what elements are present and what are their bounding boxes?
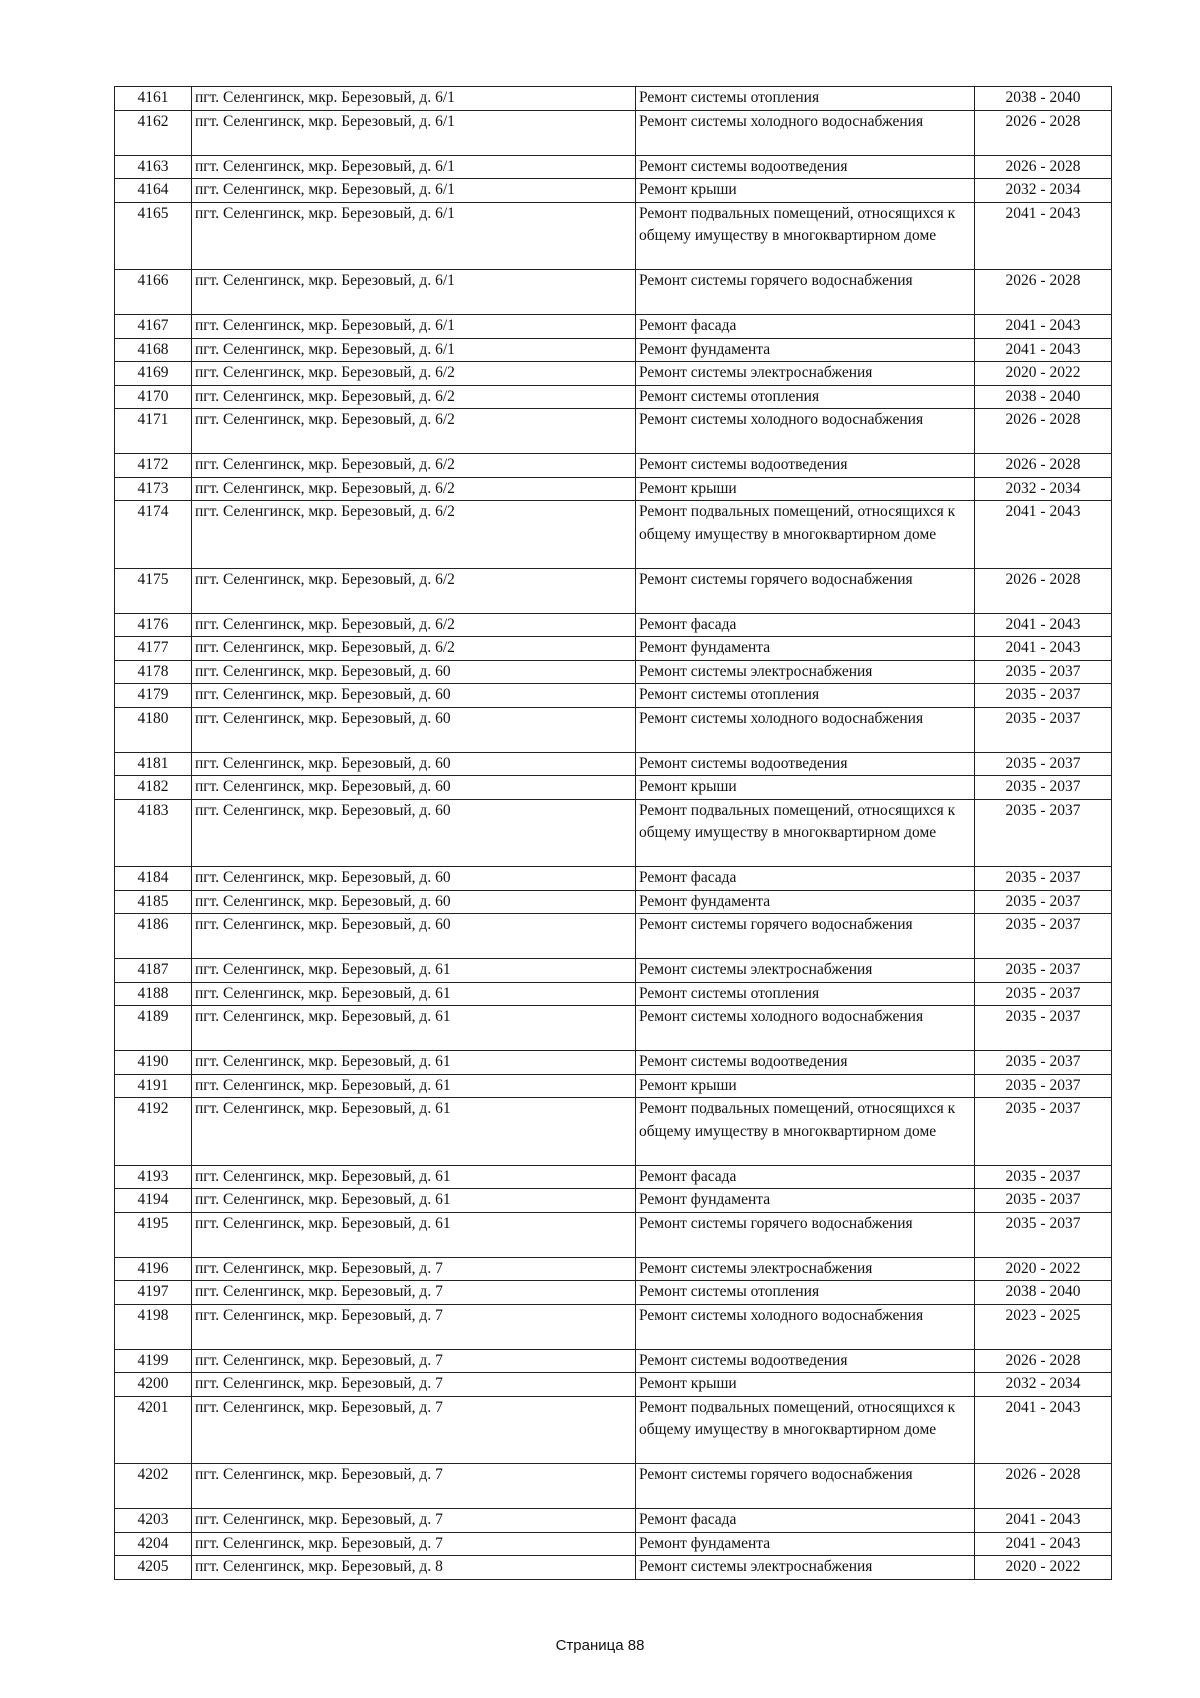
row-number: 4203 bbox=[115, 1509, 192, 1533]
table-row bbox=[115, 385, 1112, 409]
row-number: 4194 bbox=[115, 1189, 192, 1213]
row-number: 4166 bbox=[115, 270, 192, 315]
row-work-type: Ремонт системы водоотведения bbox=[636, 1051, 975, 1075]
table-row bbox=[115, 87, 1112, 111]
row-period: 2026 - 2028 bbox=[975, 454, 1112, 478]
table-row bbox=[115, 1074, 1112, 1098]
row-address: пгт. Селенгинск, мкр. Березовый, д. 7 bbox=[192, 1464, 636, 1509]
row-address: пгт. Селенгинск, мкр. Березовый, д. 7 bbox=[192, 1257, 636, 1281]
row-address: пгт. Селенгинск, мкр. Березовый, д. 60 bbox=[192, 799, 636, 867]
row-period: 2041 - 2043 bbox=[975, 501, 1112, 569]
row-period: 2026 - 2028 bbox=[975, 1464, 1112, 1509]
table-row bbox=[115, 1373, 1112, 1397]
row-period: 2026 - 2028 bbox=[975, 1349, 1112, 1373]
row-work-type: Ремонт фасада bbox=[636, 613, 975, 637]
table-row bbox=[115, 110, 1112, 155]
row-period: 2035 - 2037 bbox=[975, 1098, 1112, 1166]
row-number: 4177 bbox=[115, 637, 192, 661]
row-period: 2041 - 2043 bbox=[975, 1396, 1112, 1464]
row-number: 4167 bbox=[115, 315, 192, 339]
row-address: пгт. Селенгинск, мкр. Березовый, д. 61 bbox=[192, 1165, 636, 1189]
row-number: 4182 bbox=[115, 776, 192, 800]
row-work-type: Ремонт фасада bbox=[636, 867, 975, 891]
row-address: пгт. Селенгинск, мкр. Березовый, д. 60 bbox=[192, 776, 636, 800]
row-number: 4202 bbox=[115, 1464, 192, 1509]
table-row bbox=[115, 362, 1112, 386]
row-work-type: Ремонт крыши bbox=[636, 179, 975, 203]
row-address: пгт. Селенгинск, мкр. Березовый, д. 8 bbox=[192, 1556, 636, 1580]
row-address: пгт. Селенгинск, мкр. Березовый, д. 7 bbox=[192, 1373, 636, 1397]
table-row bbox=[115, 1556, 1112, 1580]
row-address: пгт. Селенгинск, мкр. Березовый, д. 6/2 bbox=[192, 362, 636, 386]
row-period: 2035 - 2037 bbox=[975, 684, 1112, 708]
row-period: 2035 - 2037 bbox=[975, 799, 1112, 867]
row-work-type: Ремонт фундамента bbox=[636, 1532, 975, 1556]
row-period: 2026 - 2028 bbox=[975, 110, 1112, 155]
row-address: пгт. Селенгинск, мкр. Березовый, д. 7 bbox=[192, 1509, 636, 1533]
row-work-type: Ремонт фундамента bbox=[636, 637, 975, 661]
table-row bbox=[115, 1189, 1112, 1213]
row-number: 4191 bbox=[115, 1074, 192, 1098]
row-number: 4193 bbox=[115, 1165, 192, 1189]
table-row bbox=[115, 477, 1112, 501]
row-number: 4176 bbox=[115, 613, 192, 637]
table-row bbox=[115, 707, 1112, 752]
row-number: 4171 bbox=[115, 409, 192, 454]
row-address: пгт. Селенгинск, мкр. Березовый, д. 6/1 bbox=[192, 315, 636, 339]
row-work-type: Ремонт системы электроснабжения bbox=[636, 1257, 975, 1281]
row-work-type: Ремонт системы водоотведения bbox=[636, 454, 975, 478]
row-work-type: Ремонт фасада bbox=[636, 315, 975, 339]
row-address: пгт. Селенгинск, мкр. Березовый, д. 6/1 bbox=[192, 110, 636, 155]
table-row bbox=[115, 1281, 1112, 1305]
table-row bbox=[115, 1304, 1112, 1349]
row-period: 2026 - 2028 bbox=[975, 270, 1112, 315]
table-row bbox=[115, 568, 1112, 613]
row-address: пгт. Селенгинск, мкр. Березовый, д. 6/1 bbox=[192, 270, 636, 315]
row-number: 4204 bbox=[115, 1532, 192, 1556]
table-row bbox=[115, 202, 1112, 270]
row-work-type: Ремонт системы водоотведения bbox=[636, 752, 975, 776]
table-row bbox=[115, 752, 1112, 776]
row-work-type: Ремонт фундамента bbox=[636, 1189, 975, 1213]
row-number: 4183 bbox=[115, 799, 192, 867]
row-work-type: Ремонт системы отопления bbox=[636, 684, 975, 708]
row-work-type: Ремонт фасада bbox=[636, 1165, 975, 1189]
row-period: 2035 - 2037 bbox=[975, 1212, 1112, 1257]
row-number: 4175 bbox=[115, 568, 192, 613]
row-period: 2026 - 2028 bbox=[975, 409, 1112, 454]
row-number: 4185 bbox=[115, 890, 192, 914]
row-number: 4174 bbox=[115, 501, 192, 569]
table-row bbox=[115, 1509, 1112, 1533]
row-address: пгт. Селенгинск, мкр. Березовый, д. 60 bbox=[192, 684, 636, 708]
row-period: 2035 - 2037 bbox=[975, 1051, 1112, 1075]
row-period: 2035 - 2037 bbox=[975, 890, 1112, 914]
row-work-type: Ремонт системы электроснабжения bbox=[636, 959, 975, 983]
table-row bbox=[115, 799, 1112, 867]
row-number: 4190 bbox=[115, 1051, 192, 1075]
row-work-type: Ремонт крыши bbox=[636, 477, 975, 501]
row-period: 2038 - 2040 bbox=[975, 87, 1112, 111]
row-work-type: Ремонт системы водоотведения bbox=[636, 1349, 975, 1373]
row-work-type: Ремонт фундамента bbox=[636, 890, 975, 914]
table-row bbox=[115, 982, 1112, 1006]
table-row bbox=[115, 1165, 1112, 1189]
row-address: пгт. Селенгинск, мкр. Березовый, д. 61 bbox=[192, 1006, 636, 1051]
row-work-type: Ремонт системы холодного водоснабжения bbox=[636, 1304, 975, 1349]
row-period: 2041 - 2043 bbox=[975, 338, 1112, 362]
row-number: 4200 bbox=[115, 1373, 192, 1397]
row-address: пгт. Селенгинск, мкр. Березовый, д. 61 bbox=[192, 1098, 636, 1166]
table-row bbox=[115, 1006, 1112, 1051]
row-address: пгт. Селенгинск, мкр. Березовый, д. 6/1 bbox=[192, 179, 636, 203]
table-row bbox=[115, 1349, 1112, 1373]
table-row bbox=[115, 1051, 1112, 1075]
table-row bbox=[115, 776, 1112, 800]
table-row bbox=[115, 155, 1112, 179]
row-period: 2026 - 2028 bbox=[975, 568, 1112, 613]
row-work-type: Ремонт системы электроснабжения bbox=[636, 1556, 975, 1580]
table-row bbox=[115, 270, 1112, 315]
row-period: 2020 - 2022 bbox=[975, 362, 1112, 386]
table-row bbox=[115, 660, 1112, 684]
row-number: 4198 bbox=[115, 1304, 192, 1349]
row-address: пгт. Селенгинск, мкр. Березовый, д. 60 bbox=[192, 660, 636, 684]
table-row bbox=[115, 338, 1112, 362]
table-body bbox=[115, 87, 1112, 1580]
row-address: пгт. Селенгинск, мкр. Березовый, д. 61 bbox=[192, 959, 636, 983]
row-number: 4168 bbox=[115, 338, 192, 362]
row-period: 2038 - 2040 bbox=[975, 1281, 1112, 1305]
row-period: 2035 - 2037 bbox=[975, 982, 1112, 1006]
row-period: 2035 - 2037 bbox=[975, 660, 1112, 684]
row-number: 4192 bbox=[115, 1098, 192, 1166]
row-address: пгт. Селенгинск, мкр. Березовый, д. 6/2 bbox=[192, 568, 636, 613]
row-period: 2026 - 2028 bbox=[975, 155, 1112, 179]
row-address: пгт. Селенгинск, мкр. Березовый, д. 61 bbox=[192, 1189, 636, 1213]
row-work-type: Ремонт системы отопления bbox=[636, 87, 975, 111]
table-row bbox=[115, 914, 1112, 959]
row-period: 2038 - 2040 bbox=[975, 385, 1112, 409]
row-work-type: Ремонт системы отопления bbox=[636, 1281, 975, 1305]
row-number: 4164 bbox=[115, 179, 192, 203]
row-address: пгт. Селенгинск, мкр. Березовый, д. 61 bbox=[192, 1051, 636, 1075]
table-row bbox=[115, 1098, 1112, 1166]
row-period: 2035 - 2037 bbox=[975, 776, 1112, 800]
row-number: 4179 bbox=[115, 684, 192, 708]
row-period: 2035 - 2037 bbox=[975, 707, 1112, 752]
row-address: пгт. Селенгинск, мкр. Березовый, д. 60 bbox=[192, 707, 636, 752]
row-number: 4184 bbox=[115, 867, 192, 891]
row-number: 4187 bbox=[115, 959, 192, 983]
row-number: 4201 bbox=[115, 1396, 192, 1464]
row-address: пгт. Селенгинск, мкр. Березовый, д. 6/1 bbox=[192, 87, 636, 111]
table-row bbox=[115, 1396, 1112, 1464]
row-number: 4181 bbox=[115, 752, 192, 776]
row-work-type: Ремонт системы холодного водоснабжения bbox=[636, 1006, 975, 1051]
table-row bbox=[115, 959, 1112, 983]
row-work-type: Ремонт подвальных помещений, относящихся к общему имуществу в многоквартирном доме bbox=[636, 202, 975, 270]
table-row bbox=[115, 501, 1112, 569]
row-period: 2035 - 2037 bbox=[975, 752, 1112, 776]
row-period: 2020 - 2022 bbox=[975, 1556, 1112, 1580]
row-work-type: Ремонт подвальных помещений, относящихся к общему имуществу в многоквартирном доме bbox=[636, 799, 975, 867]
row-number: 4189 bbox=[115, 1006, 192, 1051]
row-address: пгт. Селенгинск, мкр. Березовый, д. 6/1 bbox=[192, 202, 636, 270]
row-address: пгт. Селенгинск, мкр. Березовый, д. 6/2 bbox=[192, 454, 636, 478]
table-row bbox=[115, 637, 1112, 661]
row-work-type: Ремонт подвальных помещений, относящихся к общему имуществу в многоквартирном доме bbox=[636, 501, 975, 569]
row-work-type: Ремонт подвальных помещений, относящихся к общему имуществу в многоквартирном доме bbox=[636, 1396, 975, 1464]
row-number: 4199 bbox=[115, 1349, 192, 1373]
row-address: пгт. Селенгинск, мкр. Березовый, д. 61 bbox=[192, 982, 636, 1006]
row-number: 4178 bbox=[115, 660, 192, 684]
table-row bbox=[115, 1212, 1112, 1257]
row-address: пгт. Селенгинск, мкр. Березовый, д. 7 bbox=[192, 1396, 636, 1464]
table-row bbox=[115, 1257, 1112, 1281]
row-address: пгт. Селенгинск, мкр. Березовый, д. 60 bbox=[192, 867, 636, 891]
row-period: 2035 - 2037 bbox=[975, 1074, 1112, 1098]
row-address: пгт. Селенгинск, мкр. Березовый, д. 6/2 bbox=[192, 477, 636, 501]
row-number: 4162 bbox=[115, 110, 192, 155]
row-period: 2041 - 2043 bbox=[975, 1509, 1112, 1533]
table-row bbox=[115, 1464, 1112, 1509]
table-row bbox=[115, 454, 1112, 478]
row-period: 2041 - 2043 bbox=[975, 315, 1112, 339]
row-period: 2035 - 2037 bbox=[975, 867, 1112, 891]
table-row bbox=[115, 890, 1112, 914]
row-period: 2032 - 2034 bbox=[975, 179, 1112, 203]
row-number: 4197 bbox=[115, 1281, 192, 1305]
row-number: 4173 bbox=[115, 477, 192, 501]
row-period: 2020 - 2022 bbox=[975, 1257, 1112, 1281]
row-period: 2041 - 2043 bbox=[975, 1532, 1112, 1556]
row-number: 4169 bbox=[115, 362, 192, 386]
table-row bbox=[115, 867, 1112, 891]
row-work-type: Ремонт системы водоотведения bbox=[636, 155, 975, 179]
row-address: пгт. Селенгинск, мкр. Березовый, д. 7 bbox=[192, 1349, 636, 1373]
row-work-type: Ремонт системы холодного водоснабжения bbox=[636, 707, 975, 752]
row-work-type: Ремонт подвальных помещений, относящихся к общему имуществу в многоквартирном доме bbox=[636, 1098, 975, 1166]
row-work-type: Ремонт системы горячего водоснабжения bbox=[636, 914, 975, 959]
table-row bbox=[115, 179, 1112, 203]
row-address: пгт. Селенгинск, мкр. Березовый, д. 6/2 bbox=[192, 501, 636, 569]
row-address: пгт. Селенгинск, мкр. Березовый, д. 61 bbox=[192, 1074, 636, 1098]
row-period: 2035 - 2037 bbox=[975, 1165, 1112, 1189]
row-number: 4195 bbox=[115, 1212, 192, 1257]
row-work-type: Ремонт фундамента bbox=[636, 338, 975, 362]
row-work-type: Ремонт системы горячего водоснабжения bbox=[636, 270, 975, 315]
row-period: 2035 - 2037 bbox=[975, 914, 1112, 959]
row-period: 2032 - 2034 bbox=[975, 1373, 1112, 1397]
row-work-type: Ремонт системы горячего водоснабжения bbox=[636, 568, 975, 613]
row-address: пгт. Селенгинск, мкр. Березовый, д. 7 bbox=[192, 1532, 636, 1556]
table-row bbox=[115, 613, 1112, 637]
row-address: пгт. Селенгинск, мкр. Березовый, д. 7 bbox=[192, 1304, 636, 1349]
row-address: пгт. Селенгинск, мкр. Березовый, д. 60 bbox=[192, 890, 636, 914]
row-work-type: Ремонт крыши bbox=[636, 776, 975, 800]
row-number: 4170 bbox=[115, 385, 192, 409]
row-work-type: Ремонт системы холодного водоснабжения bbox=[636, 110, 975, 155]
capital-repair-table bbox=[114, 86, 1112, 1580]
row-address: пгт. Селенгинск, мкр. Березовый, д. 6/1 bbox=[192, 155, 636, 179]
table-row bbox=[115, 409, 1112, 454]
row-address: пгт. Селенгинск, мкр. Березовый, д. 7 bbox=[192, 1281, 636, 1305]
row-number: 4196 bbox=[115, 1257, 192, 1281]
row-period: 2035 - 2037 bbox=[975, 959, 1112, 983]
row-work-type: Ремонт крыши bbox=[636, 1373, 975, 1397]
row-work-type: Ремонт фасада bbox=[636, 1509, 975, 1533]
row-address: пгт. Селенгинск, мкр. Березовый, д. 60 bbox=[192, 914, 636, 959]
row-period: 2035 - 2037 bbox=[975, 1189, 1112, 1213]
row-number: 4161 bbox=[115, 87, 192, 111]
row-period: 2041 - 2043 bbox=[975, 613, 1112, 637]
row-address: пгт. Селенгинск, мкр. Березовый, д. 6/1 bbox=[192, 338, 636, 362]
row-number: 4188 bbox=[115, 982, 192, 1006]
row-period: 2023 - 2025 bbox=[975, 1304, 1112, 1349]
table-row bbox=[115, 315, 1112, 339]
row-number: 4180 bbox=[115, 707, 192, 752]
row-address: пгт. Селенгинск, мкр. Березовый, д. 61 bbox=[192, 1212, 636, 1257]
row-address: пгт. Селенгинск, мкр. Березовый, д. 60 bbox=[192, 752, 636, 776]
row-work-type: Ремонт крыши bbox=[636, 1074, 975, 1098]
row-work-type: Ремонт системы горячего водоснабжения bbox=[636, 1464, 975, 1509]
row-work-type: Ремонт системы отопления bbox=[636, 982, 975, 1006]
row-work-type: Ремонт системы холодного водоснабжения bbox=[636, 409, 975, 454]
row-address: пгт. Селенгинск, мкр. Березовый, д. 6/2 bbox=[192, 409, 636, 454]
table-row bbox=[115, 684, 1112, 708]
page-number: Страница 88 bbox=[555, 1637, 645, 1654]
row-number: 4205 bbox=[115, 1556, 192, 1580]
row-work-type: Ремонт системы электроснабжения bbox=[636, 660, 975, 684]
row-address: пгт. Селенгинск, мкр. Березовый, д. 6/2 bbox=[192, 385, 636, 409]
row-number: 4186 bbox=[115, 914, 192, 959]
row-work-type: Ремонт системы электроснабжения bbox=[636, 362, 975, 386]
row-work-type: Ремонт системы отопления bbox=[636, 385, 975, 409]
row-period: 2041 - 2043 bbox=[975, 202, 1112, 270]
row-address: пгт. Селенгинск, мкр. Березовый, д. 6/2 bbox=[192, 613, 636, 637]
row-number: 4172 bbox=[115, 454, 192, 478]
row-work-type: Ремонт системы горячего водоснабжения bbox=[636, 1212, 975, 1257]
row-period: 2035 - 2037 bbox=[975, 1006, 1112, 1051]
row-period: 2041 - 2043 bbox=[975, 637, 1112, 661]
row-number: 4163 bbox=[115, 155, 192, 179]
table-row bbox=[115, 1532, 1112, 1556]
row-period: 2032 - 2034 bbox=[975, 477, 1112, 501]
row-number: 4165 bbox=[115, 202, 192, 270]
row-address: пгт. Селенгинск, мкр. Березовый, д. 6/2 bbox=[192, 637, 636, 661]
